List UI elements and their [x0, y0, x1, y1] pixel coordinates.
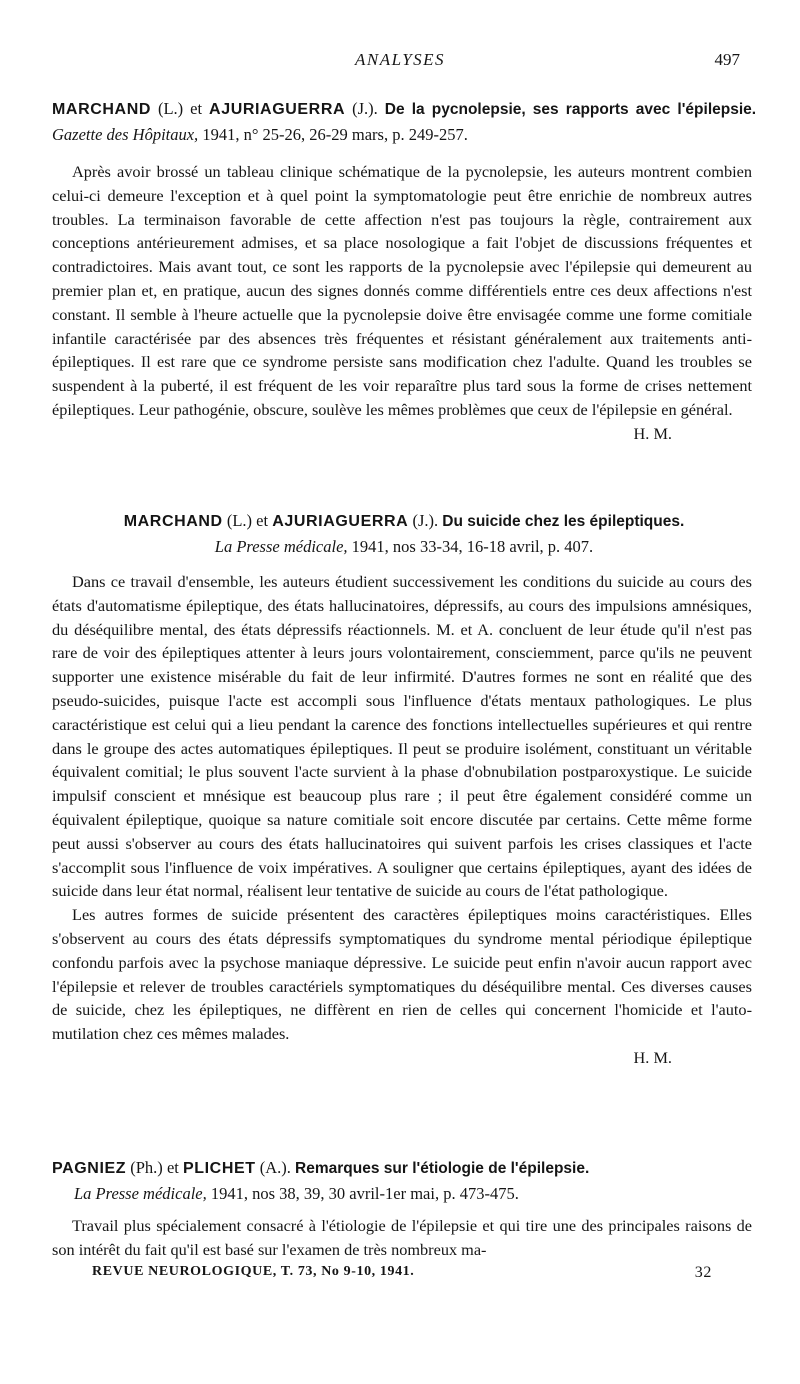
conjunction: et [166, 1158, 179, 1177]
author-b: AJURIAGUERRA [209, 101, 346, 118]
page-footer [92, 1264, 712, 1280]
author-b: AJURIAGUERRA [272, 513, 409, 530]
paragraph: Les autres formes de suicide présentent des caractères épileptiques moins caractéristiques. Elles s'observent au cours des états dépressifs symptomatiques du syndrome mental périodique épileptique confondu parfois avec la psychose maniaque dépressive. Le suicide peut enfin n'avoir aucun rapport avec l'épilepsie et relever de troubles caractériels symptomatiques du déséquilibre mental. Ces diverses causes de suicide, chez les épileptiques, ne diffèrent en rien de celles qui concernent l'homicide et l'auto-mutilation chez ces mêmes malades. [52, 905, 752, 1044]
author-a: MARCHAND [52, 101, 152, 118]
journal-name: Gazette des Hôpitaux, [52, 125, 199, 144]
citation: 1941, nos 33-34, 16-18 avril, p. 407. [351, 537, 594, 556]
citation: 1941, n° 25-26, 26-29 mars, p. 249-257. [202, 125, 468, 144]
author-a: PAGNIEZ [52, 1160, 127, 1177]
article-title: De la pycnolepsie, ses rapports avec l'épilepsie. [384, 101, 757, 118]
journal-name: La Presse médicale, [214, 537, 348, 556]
paragraph: Après avoir brossé un tableau clinique schématique de la pycnolepsie, les auteurs montrent combien celui-ci demeure l'exception et à quel point la symptomatologie peut être enrichie de nombreux autres troubles. La terminaison favorable de cette affection n'est pas toujours la règle, contrairement aux conceptions antérieurement admises, et sa place nosologique a fait l'objet de discussions fréquentes et contradictoires. Mais avant tout, ce sont les rapports de la pycnolepsie avec l'épilepsie qui demeurent au premier plan et, en pratique, aucun des signes donnés comme différentiels entre ces deux affections n'est constant. Il semble à l'heure actuelle que la pycnolepsie doive être envisagée comme une forme comitiale infantile caractérisée par des absences très fréquentes et résistant généralement aux traitements anti-épileptiques. Il est rare que ce syndrome persiste sans modification chez l'adulte. Quand les troubles se suspendent à la puberté, il est fréquent de les voir reparaître plus tard sous la forme de crises nettement épileptiques. Leur pathogénie, obscure, soulève les mêmes problèmes que ceux de l'épilepsie en général. [52, 162, 752, 419]
article-title: Du suicide chez les épileptiques. [442, 513, 685, 530]
conjunction: et [190, 99, 203, 118]
author-b: PLICHET [182, 1160, 256, 1177]
paragraph: Dans ce travail d'ensemble, les auteurs étudient successivement les conditions du suicide au cours des états d'automatisme épileptique, des états hallucinatoires, dépressifs, au cours des impulsions amnésiques, du déséquilibre mental, des états dépressifs réactionnels. M. et A. concluent de leur étude qu'il n'est pas rare de voir des épileptiques attenter à leurs jours volontairement, consciemment, parce qu'ils ne peuvent supporter une existence misérable du fait de leur infirmité. D'autres formes ne sont en réalité que des pseudo-suicides, puisque l'acte est accompli sous l'influence d'états mentaux pathologiques. Le plus caractéristique est celui qui a lieu pendant la carence des fonctions intellectuelles supérieures et qui rentre dans le groupe des actes automatiques épileptiques. Il peut se produire isolément, constituant un véritable équivalent comitial; le plus souvent l'acte survient à la phase d'obnubilation postparoxystique. Le suicide impulsif conscient et mnésique est beaucoup plus rare ; il peut être également considéré comme un équivalent épileptique, quoique sa nature comitiale soit encore discutée par certains. Cette même forme peut aussi s'observer au cours des états hallucinatoires qui suivent parfois les crises classiques et l'acte s'accomplit sous l'influence de voix impératives. A souligner que certains épileptiques, ayant des idées de suicide dans leur état normal, réalisent leur tentative de suicide au cours de l'état pathologique. [52, 572, 752, 901]
author-a-initial: (L.) [226, 511, 253, 530]
author-a-initial: (Ph.) [130, 1158, 163, 1177]
author-b-initial: (J.). [412, 511, 439, 530]
entry-3-body [52, 1214, 752, 1262]
page-number: 497 [714, 50, 740, 69]
entry-2-heading [52, 508, 756, 559]
author-b-initial: (A.). [259, 1158, 291, 1177]
running-title: ANALYSES [354, 50, 446, 69]
journal-name: La Presse médicale, [74, 1184, 207, 1203]
author-a: MARCHAND [123, 513, 223, 530]
signature: H. M. [633, 423, 672, 443]
author-b-initial: (J.). [352, 99, 378, 118]
page-header [0, 50, 800, 74]
article-title: Remarques sur l'étiologie de l'épilepsie. [295, 1160, 590, 1177]
journal-footer-line: REVUE NEUROLOGIQUE, T. 73, No 9-10, 1941. [92, 1264, 415, 1279]
citation: 1941, nos 38, 39, 30 avril-1er mai, p. 473-475. [210, 1184, 519, 1203]
entry-1-body [52, 160, 752, 446]
author-a-initial: (L.) [157, 99, 184, 118]
paragraph: Travail plus spécialement consacré à l'étiologie de l'épilepsie et qui tire une des principales raisons de son intérêt du fait qu'il est basé sur l'examen de très nombreux ma- [52, 1216, 752, 1259]
entry-3-heading [52, 1155, 756, 1206]
signature: H. M. [633, 1047, 672, 1067]
sheet-number: 32 [694, 1264, 712, 1281]
entry-1-heading [52, 96, 756, 147]
entry-2-body [52, 570, 752, 1070]
conjunction: et [256, 511, 269, 530]
